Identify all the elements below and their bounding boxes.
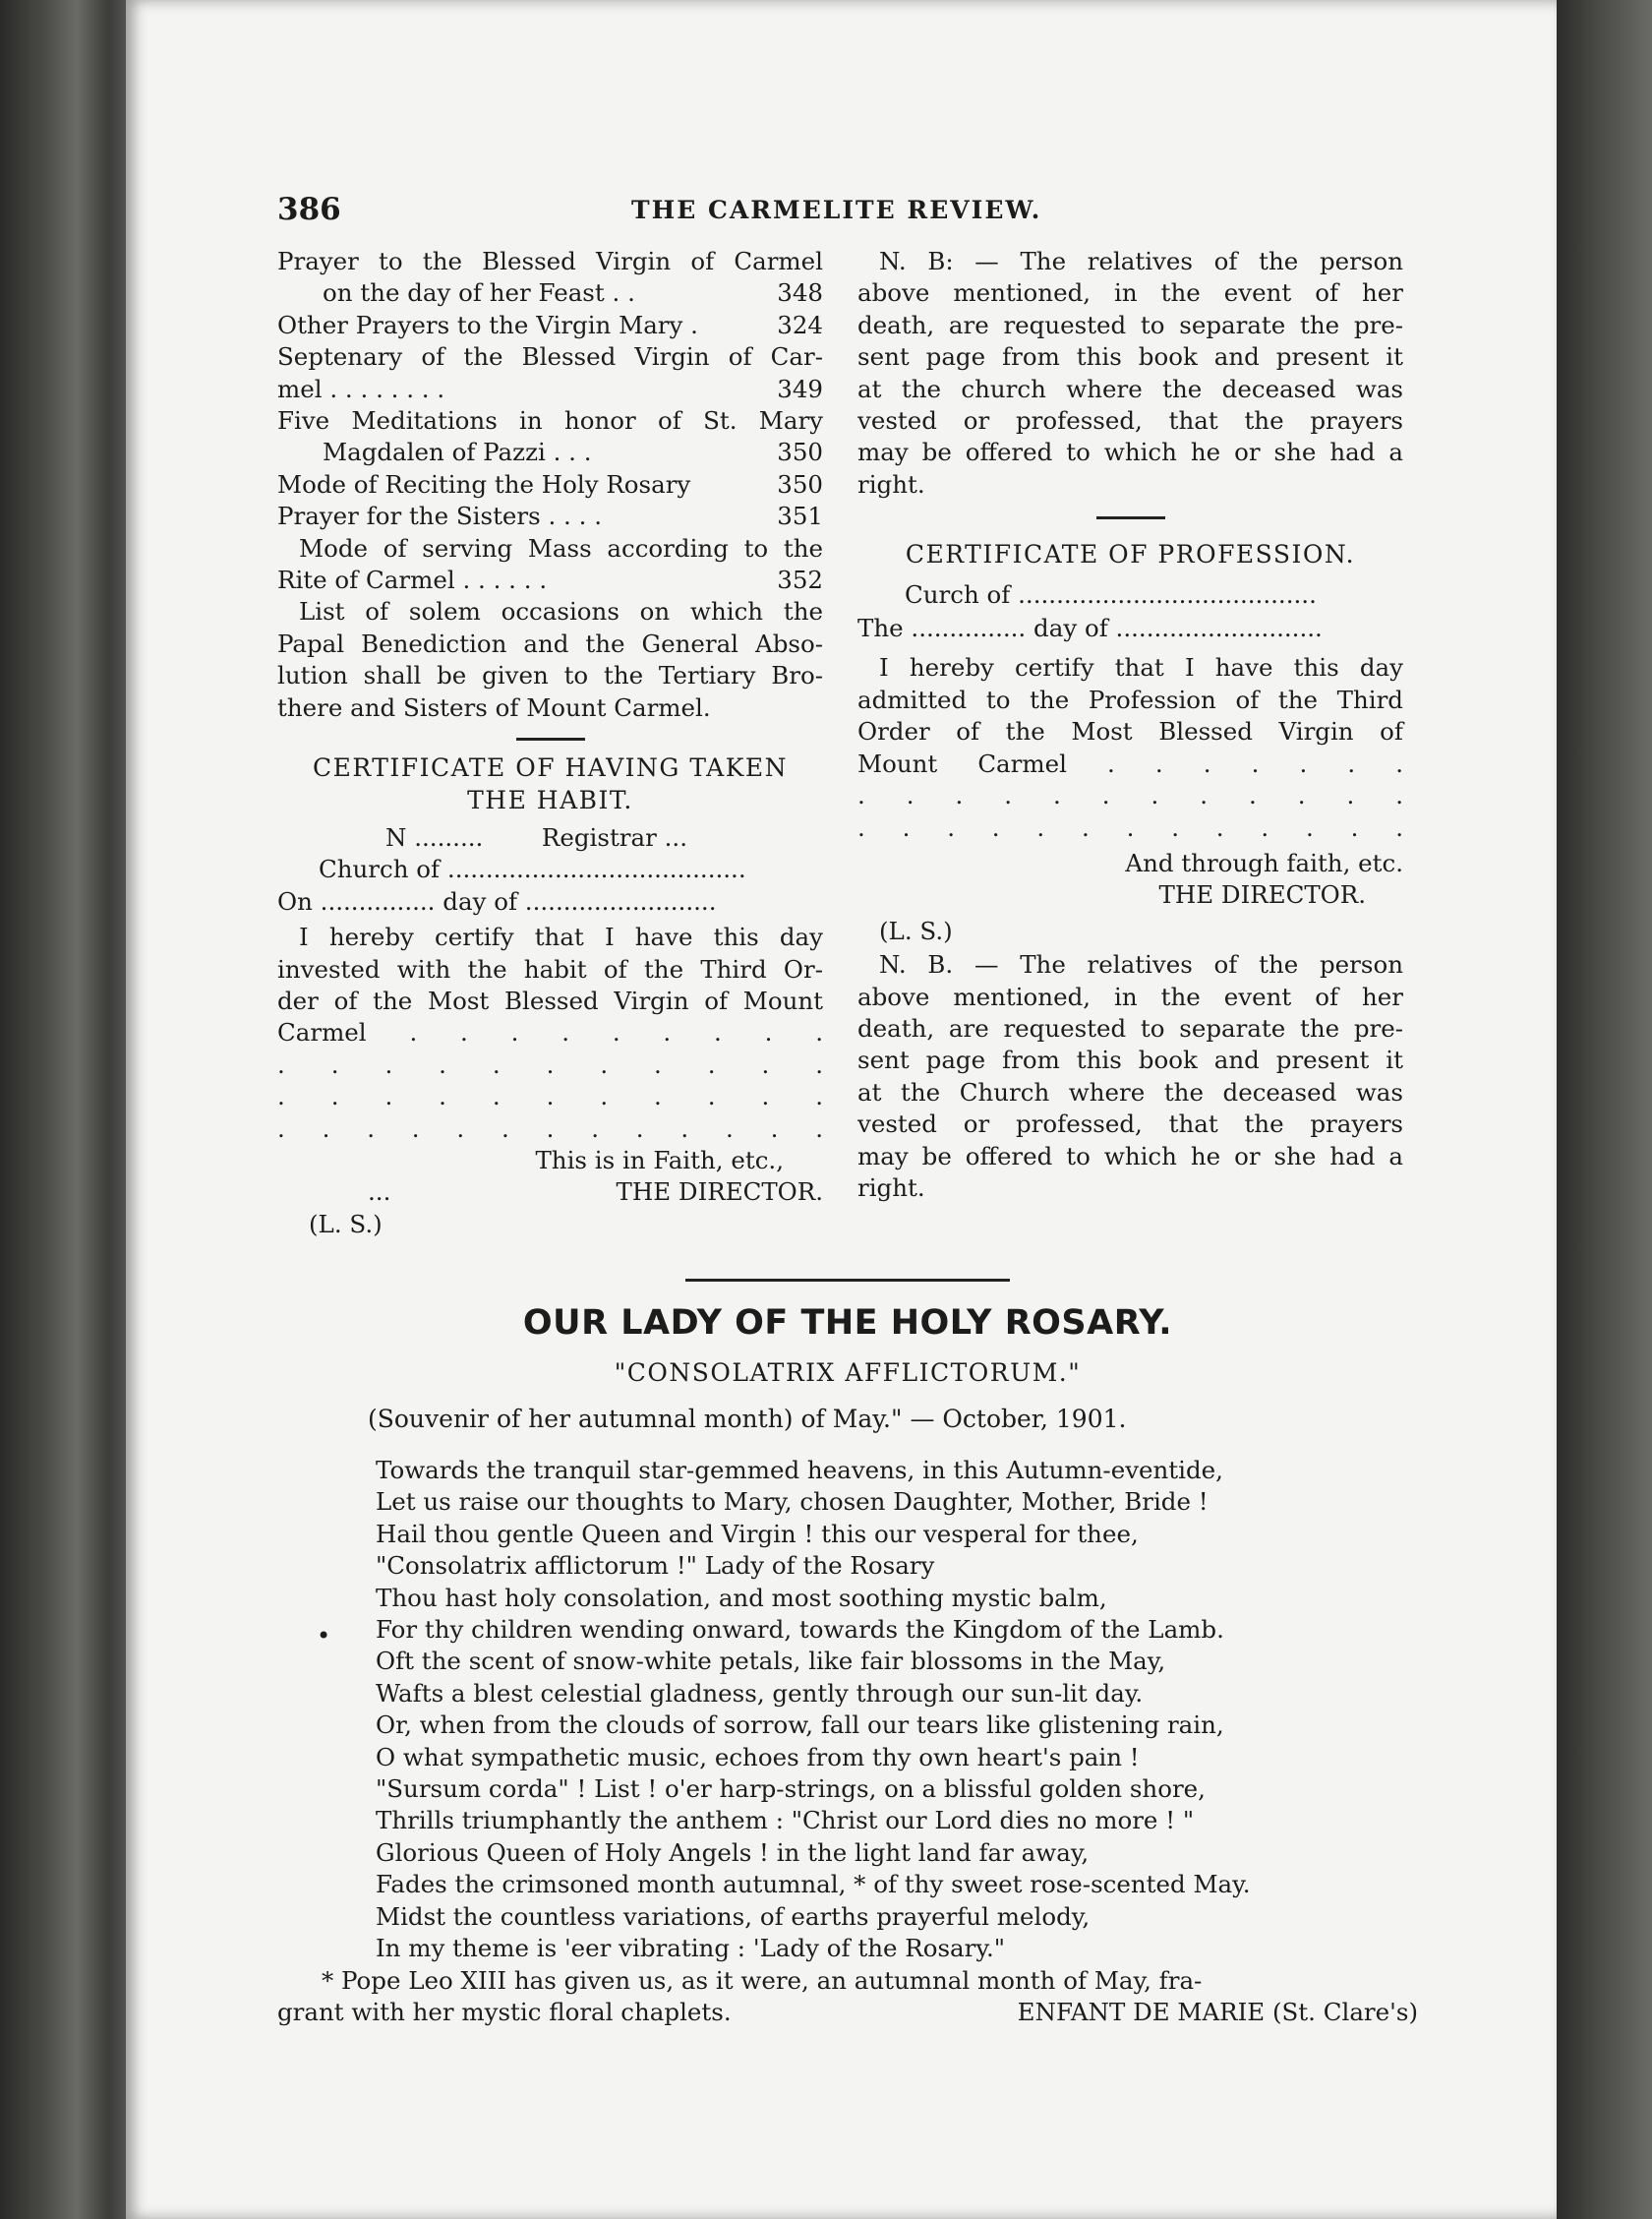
- nb-line: vested or professed, that the prayers: [857, 406, 1403, 436]
- poem-line: Towards the tranquil star-gemmed heavens, in this Autumn-eventide,: [376, 1456, 1223, 1484]
- section-divider: [516, 738, 585, 741]
- footnote: [277, 1965, 1418, 2029]
- body-line: I hereby certify that I have this day: [879, 653, 1403, 683]
- poem-title: OUR LADY OF THE HOLY ROSARY.: [522, 1303, 1173, 1343]
- director-signature: THE DIRECTOR.: [616, 1177, 823, 1207]
- poem-line: Glorious Queen of Holy Angels ! in the light land far away,: [376, 1837, 1090, 1867]
- running-title: THE CARMELITE REVIEW.: [631, 196, 1042, 224]
- toc-entry: there and Sisters of Mount Carmel.: [277, 692, 711, 722]
- poem-line: Fades the crimsoned month autumnal, * of thy sweet rose-scented May.: [376, 1870, 1251, 1899]
- author-signature: ENFANT DE MARIE (St. Clare's): [1017, 1997, 1418, 2026]
- seal-mark: (L. S.): [309, 1209, 383, 1238]
- toc-entry-page: 349: [777, 374, 823, 403]
- toc-entry: Prayer to the Blessed Virgin of Carmel: [277, 247, 823, 275]
- faith-line: And through faith, etc.: [1125, 848, 1403, 877]
- left-column: [277, 246, 823, 1240]
- margin-bullet: •: [317, 1622, 331, 1649]
- book-spine-shadow: [0, 0, 128, 2219]
- toc-entry: List of solem occasions on which the: [299, 597, 823, 627]
- nb-line: death, are requested to separate the pre-: [857, 1013, 1403, 1043]
- toc-entry-page: 350: [777, 438, 823, 467]
- nb-line: at the Church where the deceased was: [857, 1077, 1403, 1107]
- toc-entry: [277, 437, 823, 468]
- poem-line: "Sursum corda" ! List ! o'er harp-strings, on a blissful golden shore,: [376, 1774, 1206, 1804]
- body-line: invested with the habit of the Third Or-: [277, 954, 823, 984]
- church-line: Church of .......................................: [319, 855, 746, 884]
- poem-dedication: (Souvenir of her autumnal month) of May." — October, 1901.: [368, 1405, 1127, 1433]
- footnote-signature-line: [277, 1997, 1418, 2028]
- poem-line: Or, when from the clouds of sorrow, fall our tears like glistening rain,: [376, 1710, 1224, 1740]
- poem-line: Thou hast holy consolation, and most soothing mystic balm,: [376, 1583, 1107, 1612]
- footnote-line: grant with her mystic floral chaplets.: [277, 1997, 732, 2026]
- poem-subtitle: "CONSOLATRIX AFFLICTORUM.": [614, 1358, 1082, 1387]
- toc-entry: lution shall be given to the Tertiary Bro-: [277, 661, 823, 690]
- faith-line: [277, 1145, 823, 1176]
- dot-row: . . . . . . . . . . .: [277, 1082, 823, 1111]
- toc-entry-page: 352: [777, 566, 823, 595]
- poem-line: Oft the scent of snow-white petals, like fair blossoms in the May,: [376, 1647, 1166, 1676]
- poem-body: [277, 1455, 1418, 1965]
- nb-line: N. B: — The relatives of the person: [879, 247, 1403, 275]
- toc-entry-title: Magdalen of Pazzi . . .: [323, 438, 592, 467]
- on-blank: On ...............: [277, 886, 436, 916]
- director-dots: ...: [368, 1177, 391, 1207]
- toc-entry: [277, 277, 823, 309]
- toc-entry-title: mel . . . . . . . .: [277, 374, 445, 403]
- toc-entry-title: Mode of Reciting the Holy Rosary: [277, 469, 691, 499]
- body-line: admitted to the Profession of the Third: [857, 685, 1403, 714]
- dot-row: . . . . . . . . . . . .: [857, 781, 1403, 810]
- toc-entry: Septenary of the Blessed Virgin of Car-: [277, 342, 823, 372]
- date-line: [277, 886, 823, 918]
- poem-section: [277, 1279, 1418, 2028]
- day-of-blank: day of .........................: [442, 886, 717, 916]
- nb-line: sent page from this book and present it: [857, 342, 1403, 372]
- director-signature: THE DIRECTOR.: [1158, 880, 1366, 910]
- toc-entry: Five Meditations in honor of St. Mary: [277, 406, 823, 436]
- name-blank: N .........: [385, 822, 484, 852]
- section-divider: [685, 1279, 1010, 1282]
- poem-line: Hail thou gentle Queen and Virgin ! this our vesperal for thee,: [376, 1519, 1139, 1548]
- toc-entry-page: 350: [777, 469, 823, 499]
- day-of-blank: day of ...........................: [1033, 614, 1323, 643]
- the-blank: The ...............: [857, 614, 1027, 643]
- toc-entry: [277, 374, 823, 405]
- nb-line: above mentioned, in the event of her: [857, 278, 1403, 308]
- toc-entry: [277, 501, 823, 532]
- poem-line: Wafts a blest celestial gladness, gently through our sun-lit day.: [376, 1678, 1144, 1708]
- faith-text: This is in Faith, etc.,: [535, 1145, 784, 1174]
- dot-row: . . . . . . . . . . . . .: [857, 812, 1403, 842]
- section-divider: [1096, 516, 1165, 519]
- body-line: der of the Most Blessed Virgin of Mount: [277, 986, 823, 1015]
- curch-line: Curch of .......................................: [905, 579, 1317, 609]
- page-header: [277, 192, 1398, 235]
- seal-mark: (L. S.): [879, 916, 953, 945]
- facing-page-edge: [1557, 0, 1652, 2219]
- nb-line: death, are requested to separate the pre-: [857, 310, 1403, 339]
- nb-line: right.: [857, 469, 925, 499]
- certificate-habit-subtitle: THE HABIT.: [467, 785, 633, 814]
- date-line: [857, 613, 1403, 644]
- body-line: Mount Carmel . . . . . . .: [857, 749, 1403, 778]
- nb-line: vested or professed, that the prayers: [857, 1110, 1403, 1139]
- body-line: I hereby certify that I have this day: [299, 923, 823, 952]
- nb-line: sent page from this book and present it: [857, 1046, 1403, 1075]
- nb-line: may be offered to which he or she had a: [857, 438, 1403, 467]
- poem-line: Let us raise our thoughts to Mary, chosen Daughter, Mother, Bride !: [376, 1487, 1209, 1517]
- toc-entry-page: 324: [777, 310, 823, 339]
- poem-line: Thrills triumphantly the anthem : "Christ our Lord dies no more ! ": [376, 1806, 1195, 1835]
- director-line: [277, 1176, 823, 1208]
- toc-entry-title: on the day of her Feast . .: [323, 278, 635, 308]
- toc-entry-title: Rite of Carmel . . . . . .: [277, 566, 548, 595]
- body-line: Carmel . . . . . . . . .: [277, 1018, 823, 1048]
- registrar-blank: Registrar ...: [541, 822, 687, 852]
- nb-line: at the church where the deceased was: [857, 374, 1403, 403]
- certificate-profession-title: CERTIFICATE OF PROFESSION.: [905, 540, 1356, 570]
- nb-line: above mentioned, in the event of her: [857, 982, 1403, 1011]
- nota-bene-1: [857, 246, 1403, 501]
- poem-line: "Consolatrix afflictorum !" Lady of the Rosary: [376, 1551, 935, 1581]
- poem-line: Midst the countless variations, of earths prayerful melody,: [376, 1901, 1091, 1931]
- poem-line: In my theme is 'eer vibrating : 'Lady of the Rosary.": [376, 1934, 1006, 1963]
- habit-certificate-body: [277, 922, 823, 1145]
- nb-line: may be offered to which he or she had a: [857, 1141, 1403, 1170]
- body-line: Order of the Most Blessed Virgin of: [857, 717, 1403, 747]
- nb-line: N. B. — The relatives of the person: [879, 950, 1403, 980]
- toc-entry: Mode of serving Mass according to the: [299, 533, 823, 563]
- table-of-contents: [277, 246, 823, 724]
- toc-entry: [277, 565, 823, 596]
- page-number: 386: [277, 192, 341, 227]
- toc-entry-page: 351: [777, 502, 823, 531]
- toc-entry-title: Prayer for the Sisters . . . .: [277, 502, 602, 531]
- nota-bene-2: [857, 949, 1403, 1204]
- poem-line: O what sympathetic music, echoes from thy own heart's pain !: [376, 1742, 1140, 1771]
- toc-entry: Papal Benediction and the General Abso-: [277, 629, 823, 658]
- dot-row: . . . . . . . . . . . . .: [277, 1113, 823, 1143]
- certificate-habit-title: CERTIFICATE OF HAVING TAKEN: [312, 753, 788, 783]
- footnote-line: * Pope Leo XIII has given us, as it were, an autumnal month of May, fra-: [322, 1965, 1203, 1995]
- poem-lines: [376, 1455, 1418, 1965]
- nb-line: right.: [857, 1172, 925, 1202]
- toc-entry: [277, 469, 823, 501]
- toc-entry: [277, 310, 823, 341]
- right-column: [857, 246, 1403, 1204]
- registrar-line: [277, 822, 823, 854]
- toc-entry-title: Other Prayers to the Virgin Mary .: [277, 310, 698, 339]
- profession-certificate-body: [857, 652, 1403, 843]
- dot-row: . . . . . . . . . . .: [277, 1050, 823, 1079]
- poem-line: For thy children wending onward, towards the Kingdom of the Lamb.: [376, 1615, 1224, 1645]
- toc-entry-page: 348: [777, 278, 823, 308]
